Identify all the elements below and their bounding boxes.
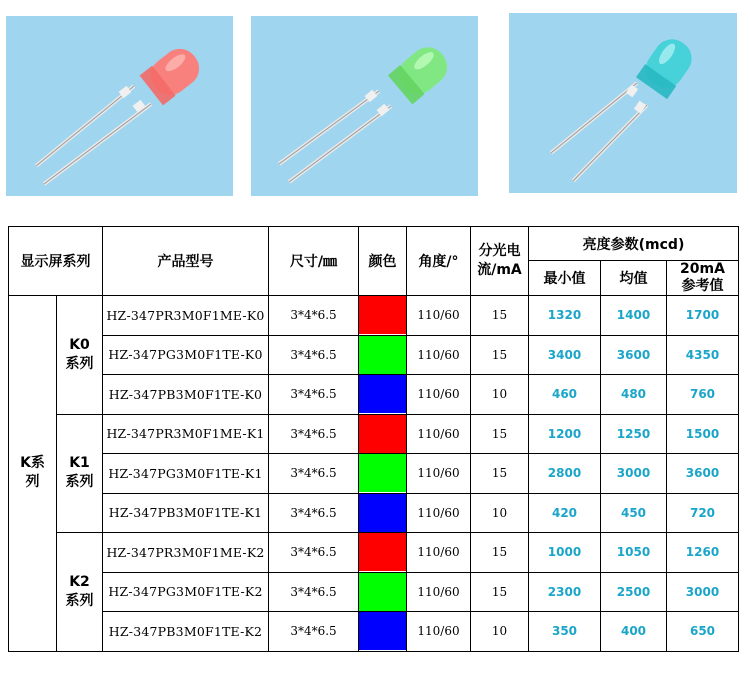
header-current-text: 分光电流/mA [477,243,522,278]
color-swatch [359,296,406,334]
angle-cell: 110/60 [407,375,471,415]
ref-cell: 4350 [667,335,739,375]
color-cell [359,612,407,652]
avg-cell: 3000 [601,454,667,494]
header-brightness: 亮度参数(mcd) [529,227,739,261]
current-cell: 10 [471,612,529,652]
header-color: 颜色 [359,227,407,296]
avg-cell: 3600 [601,335,667,375]
header-angle: 角度/° [407,227,471,296]
angle-cell: 110/60 [407,612,471,652]
header-model: 产品型号 [103,227,269,296]
color-swatch [359,454,406,492]
min-cell: 1000 [529,533,601,573]
min-cell: 460 [529,375,601,415]
header-size: 尺寸/㎜ [269,227,359,296]
angle-cell: 110/60 [407,335,471,375]
model-cell: HZ-347PB3M0F1TE-K1 [103,493,269,533]
table-row [9,572,739,612]
avg-cell: 1250 [601,414,667,454]
group-cell [57,414,103,533]
led-photo-blue [509,13,737,193]
color-cell [359,335,407,375]
red-led-image [6,16,233,196]
size-cell: 3*4*6.5 [269,335,359,375]
color-cell [359,454,407,494]
group-label: K1系列 [65,455,94,491]
angle-cell: 110/60 [407,296,471,336]
model-cell: HZ-347PR3M0F1ME-K0 [103,296,269,336]
ref-cell: 1260 [667,533,739,573]
table-row [9,296,739,336]
group-cell [57,533,103,652]
color-cell [359,296,407,336]
color-swatch [359,533,406,571]
green-led-image [251,16,478,196]
blue-led-image [509,13,737,193]
avg-cell: 450 [601,493,667,533]
min-cell: 2300 [529,572,601,612]
color-swatch [359,573,406,611]
min-cell: 2800 [529,454,601,494]
header-current [471,227,529,296]
model-cell: HZ-347PB3M0F1TE-K0 [103,375,269,415]
ref-cell: 1500 [667,414,739,454]
table-row [9,493,739,533]
ref-cell: 720 [667,493,739,533]
header-min: 最小值 [529,261,601,296]
model-cell: HZ-347PR3M0F1ME-K2 [103,533,269,573]
table-row [9,375,739,415]
min-cell: 1200 [529,414,601,454]
color-cell [359,414,407,454]
series-label: K系列 [20,455,45,491]
color-swatch [359,415,406,453]
size-cell: 3*4*6.5 [269,612,359,652]
model-cell: HZ-347PB3M0F1TE-K2 [103,612,269,652]
size-cell: 3*4*6.5 [269,296,359,336]
header-avg: 均值 [601,261,667,296]
angle-cell: 110/60 [407,414,471,454]
led-photo-red [6,16,233,196]
series-cell [9,296,57,652]
size-cell: 3*4*6.5 [269,533,359,573]
ref-cell: 1700 [667,296,739,336]
size-cell: 3*4*6.5 [269,493,359,533]
model-cell: HZ-347PG3M0F1TE-K1 [103,454,269,494]
led-spec-table [8,226,739,652]
angle-cell: 110/60 [407,454,471,494]
ref-cell: 760 [667,375,739,415]
angle-cell: 110/60 [407,493,471,533]
size-cell: 3*4*6.5 [269,572,359,612]
size-cell: 3*4*6.5 [269,414,359,454]
color-cell [359,533,407,573]
ref-cell: 650 [667,612,739,652]
size-cell: 3*4*6.5 [269,454,359,494]
header-ref-text: 20mA参考值 [680,261,725,294]
current-cell: 15 [471,335,529,375]
avg-cell: 1400 [601,296,667,336]
led-photo-green [251,16,478,196]
model-cell: HZ-347PG3M0F1TE-K0 [103,335,269,375]
avg-cell: 1050 [601,533,667,573]
group-label: K0系列 [65,336,94,372]
table-row [9,533,739,573]
color-swatch [359,336,406,374]
current-cell: 15 [471,414,529,454]
min-cell: 1320 [529,296,601,336]
table-row [9,454,739,494]
color-swatch [359,494,406,532]
group-label: K2系列 [65,573,94,609]
min-cell: 3400 [529,335,601,375]
color-swatch [359,612,406,650]
color-cell [359,375,407,415]
group-cell [57,296,103,415]
color-cell [359,572,407,612]
size-cell: 3*4*6.5 [269,375,359,415]
header-series: 显示屏系列 [9,227,103,296]
header-ref [667,261,739,296]
angle-cell: 110/60 [407,533,471,573]
current-cell: 15 [471,454,529,494]
angle-cell: 110/60 [407,572,471,612]
min-cell: 350 [529,612,601,652]
color-cell [359,493,407,533]
table-row [9,612,739,652]
current-cell: 10 [471,375,529,415]
current-cell: 15 [471,533,529,573]
current-cell: 15 [471,296,529,336]
table-row [9,335,739,375]
ref-cell: 3000 [667,572,739,612]
color-swatch [359,375,406,413]
current-cell: 10 [471,493,529,533]
current-cell: 15 [471,572,529,612]
min-cell: 420 [529,493,601,533]
ref-cell: 3600 [667,454,739,494]
avg-cell: 400 [601,612,667,652]
avg-cell: 2500 [601,572,667,612]
avg-cell: 480 [601,375,667,415]
table-row [9,414,739,454]
model-cell: HZ-347PG3M0F1TE-K2 [103,572,269,612]
model-cell: HZ-347PR3M0F1ME-K1 [103,414,269,454]
